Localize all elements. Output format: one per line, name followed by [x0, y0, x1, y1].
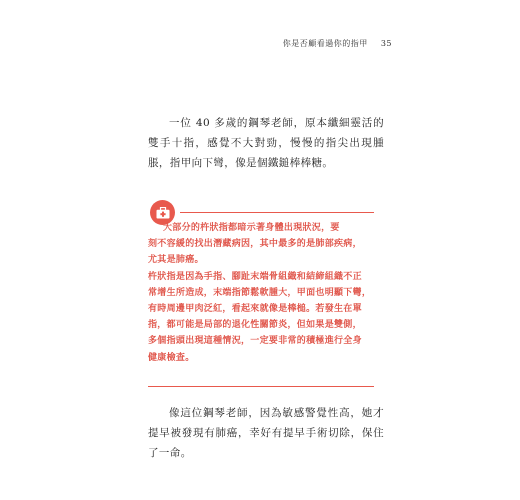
callout-line: 多個指頭出現這種情況，一定要非常的積極進行全身 — [148, 336, 362, 347]
callout-line: 杵狀指是因為手指、腳趾末端骨組織和結締組織不正 — [148, 271, 362, 282]
callout-line: 常增生所造成，末端指節鬆軟腫大，甲面也明顯下彎， — [148, 287, 372, 298]
callout-line: 大部分的杵狀指都暗示著身體出現狀況，要 — [163, 223, 340, 233]
running-head — [283, 38, 392, 49]
page-number: 35 — [380, 39, 392, 48]
book-title: 你是否顧看過你的指甲 — [282, 39, 368, 48]
body-paragraph-1: 一位 40 多歲的鋼琴老師，原本纖細靈活的雙手十指，感覺不大對勁，慢慢的指尖出現腫脹，指甲向下彎，像是個鐵鎚棒棒糖。 — [148, 117, 384, 169]
callout-line: 刻不容緩的找出潛藏病因，其中最多的是肺部疾病， — [148, 239, 362, 250]
callout-line: 尤其是肺癌。 — [148, 255, 204, 266]
callout-bottom-rule — [148, 386, 374, 387]
callout-line: 指，都可能是局部的退化性關節炎，但如果是雙側， — [148, 320, 362, 331]
body-paragraph-2: 像這位鋼琴老師，因為敏感警覺性高，她才提早被發現有肺癌，幸好有提早手術切除，保住了一命。 — [148, 407, 384, 459]
callout-line: 健康檢查。 — [148, 352, 195, 363]
callout-text — [148, 220, 374, 366]
callout-top-rule — [180, 212, 374, 213]
callout-line: 有時周邊甲肉泛紅，看起來就像是棒槌。若發生在單 — [148, 304, 362, 315]
